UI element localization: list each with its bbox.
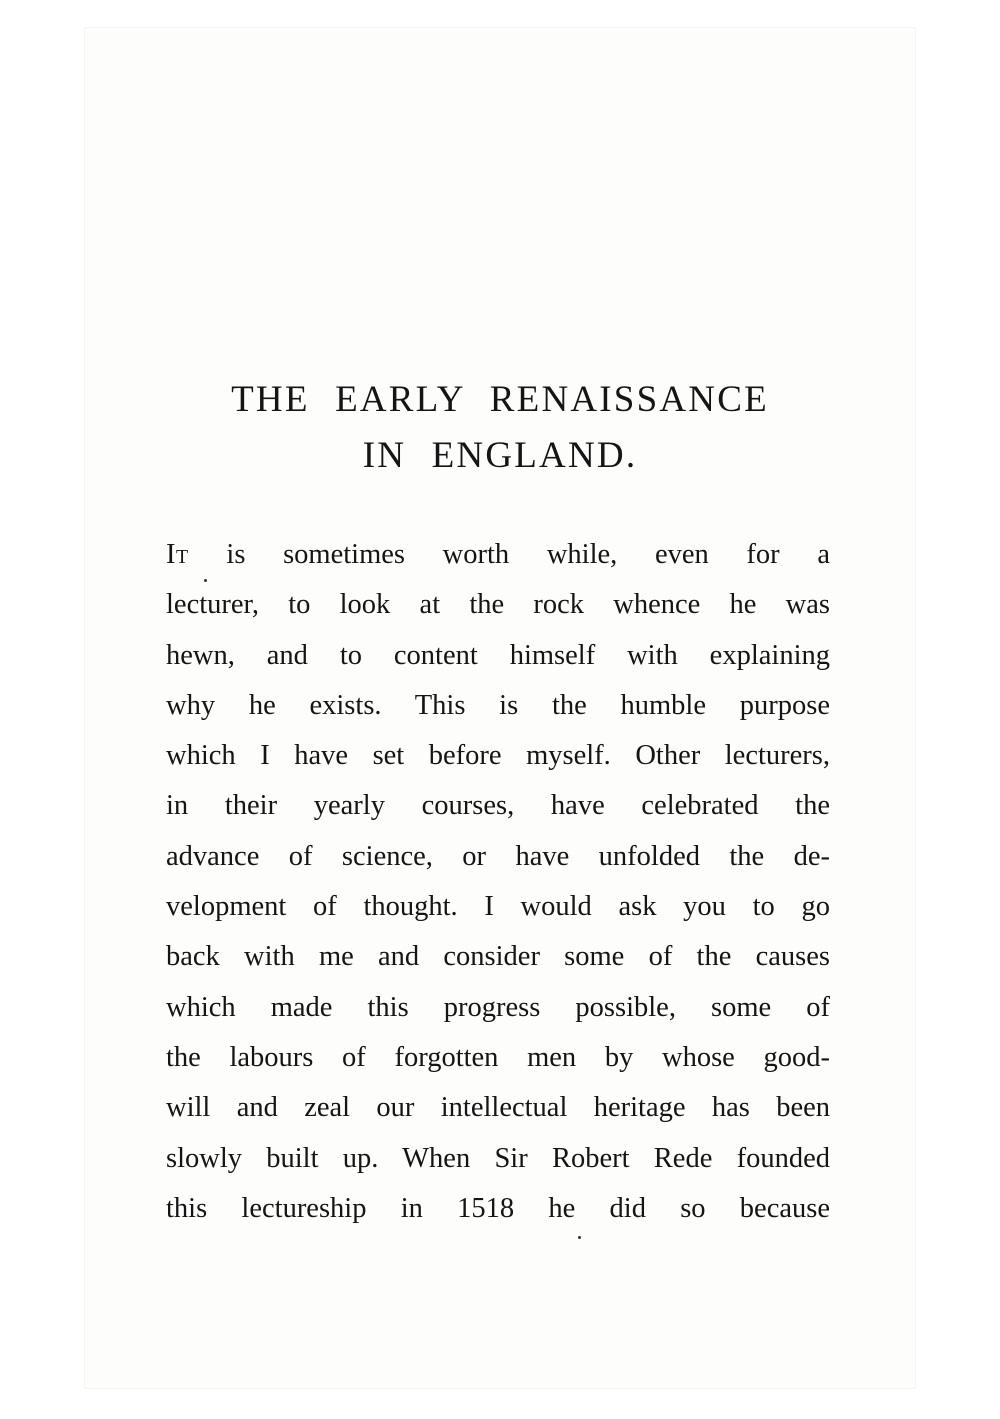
text-line-12: will and zeal our intellectual heritage has been <box>166 1092 830 1124</box>
text-line-8: velopment of thought. I would ask you to go <box>166 891 830 923</box>
text-line-1-rest: is sometimes worth while, even for a <box>188 539 830 570</box>
ink-speck <box>204 579 207 582</box>
opening-word: It <box>166 539 189 570</box>
chapter-title-line-1: THE EARLY RENAISSANCE <box>231 379 769 420</box>
text-line-14: this lectureship in 1518 he did so because <box>166 1192 830 1224</box>
body-paragraph <box>166 530 830 1234</box>
chapter-title-line-2: IN ENGLAND. <box>362 435 638 476</box>
text-line-9: back with me and consider some of the causes <box>166 941 830 973</box>
text-line-4: why he exists. This is the humble purpose <box>166 689 830 721</box>
text-line-6: in their yearly courses, have celebrated the <box>166 790 830 822</box>
text-line-5: which I have set before myself. Other lecturers, <box>166 740 830 772</box>
text-line-7: advance of science, or have unfolded the de- <box>166 840 830 872</box>
text-line-3: hewn, and to content himself with explaining <box>166 639 830 671</box>
text-line-1 <box>166 530 830 580</box>
text-line-11: the labours of forgotten men by whose good- <box>166 1041 830 1073</box>
text-line-2: lecturer, to look at the rock whence he was <box>166 589 830 621</box>
text-line-13: slowly built up. When Sir Robert Rede founded <box>166 1142 830 1174</box>
ink-speck <box>578 1236 581 1239</box>
text-line-10: which made this progress possible, some of <box>166 991 830 1023</box>
